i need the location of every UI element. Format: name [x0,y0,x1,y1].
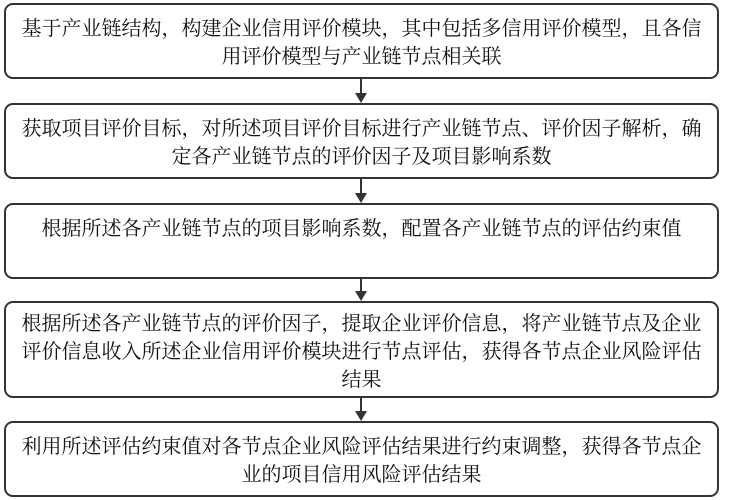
flow-step-3-text: 根据所述各产业链节点的项目影响系数，配置各产业链节点的评估约束值 [41,216,682,240]
flow-step-2-text: 获取项目评价目标，对所述项目评价目标进行产业链节点、评价因子解析，确定各产业链节点的评价因子及项目影响系数 [21,116,702,168]
flow-step-2 [4,103,719,179]
flow-arrow-1 [355,79,367,103]
flow-arrow-4 [355,398,367,421]
flow-step-1-text: 基于产业链结构，构建企业信用评价模块，其中包括多信用评价模型，且各信用评价模型与产业链节点相关联 [21,16,702,68]
flow-arrow-3 [355,279,367,301]
flow-step-5-text: 利用所述评估约束值对各节点企业风险评估结果进行约束调整，获得各节点企业的项目信用风险评估结果 [21,434,702,486]
flow-step-4 [4,301,719,398]
flow-step-5 [4,421,719,497]
flow-step-1 [4,3,719,79]
flow-step-4-text: 根据所述各产业链节点的评价因子，提取企业评价信息，将产业链节点及企业评价信息收入所述企业信用评价模块进行节点评估，获得各节点企业风险评估结果 [21,311,702,391]
flow-step-3 [4,203,719,279]
flow-arrow-2 [355,179,367,203]
